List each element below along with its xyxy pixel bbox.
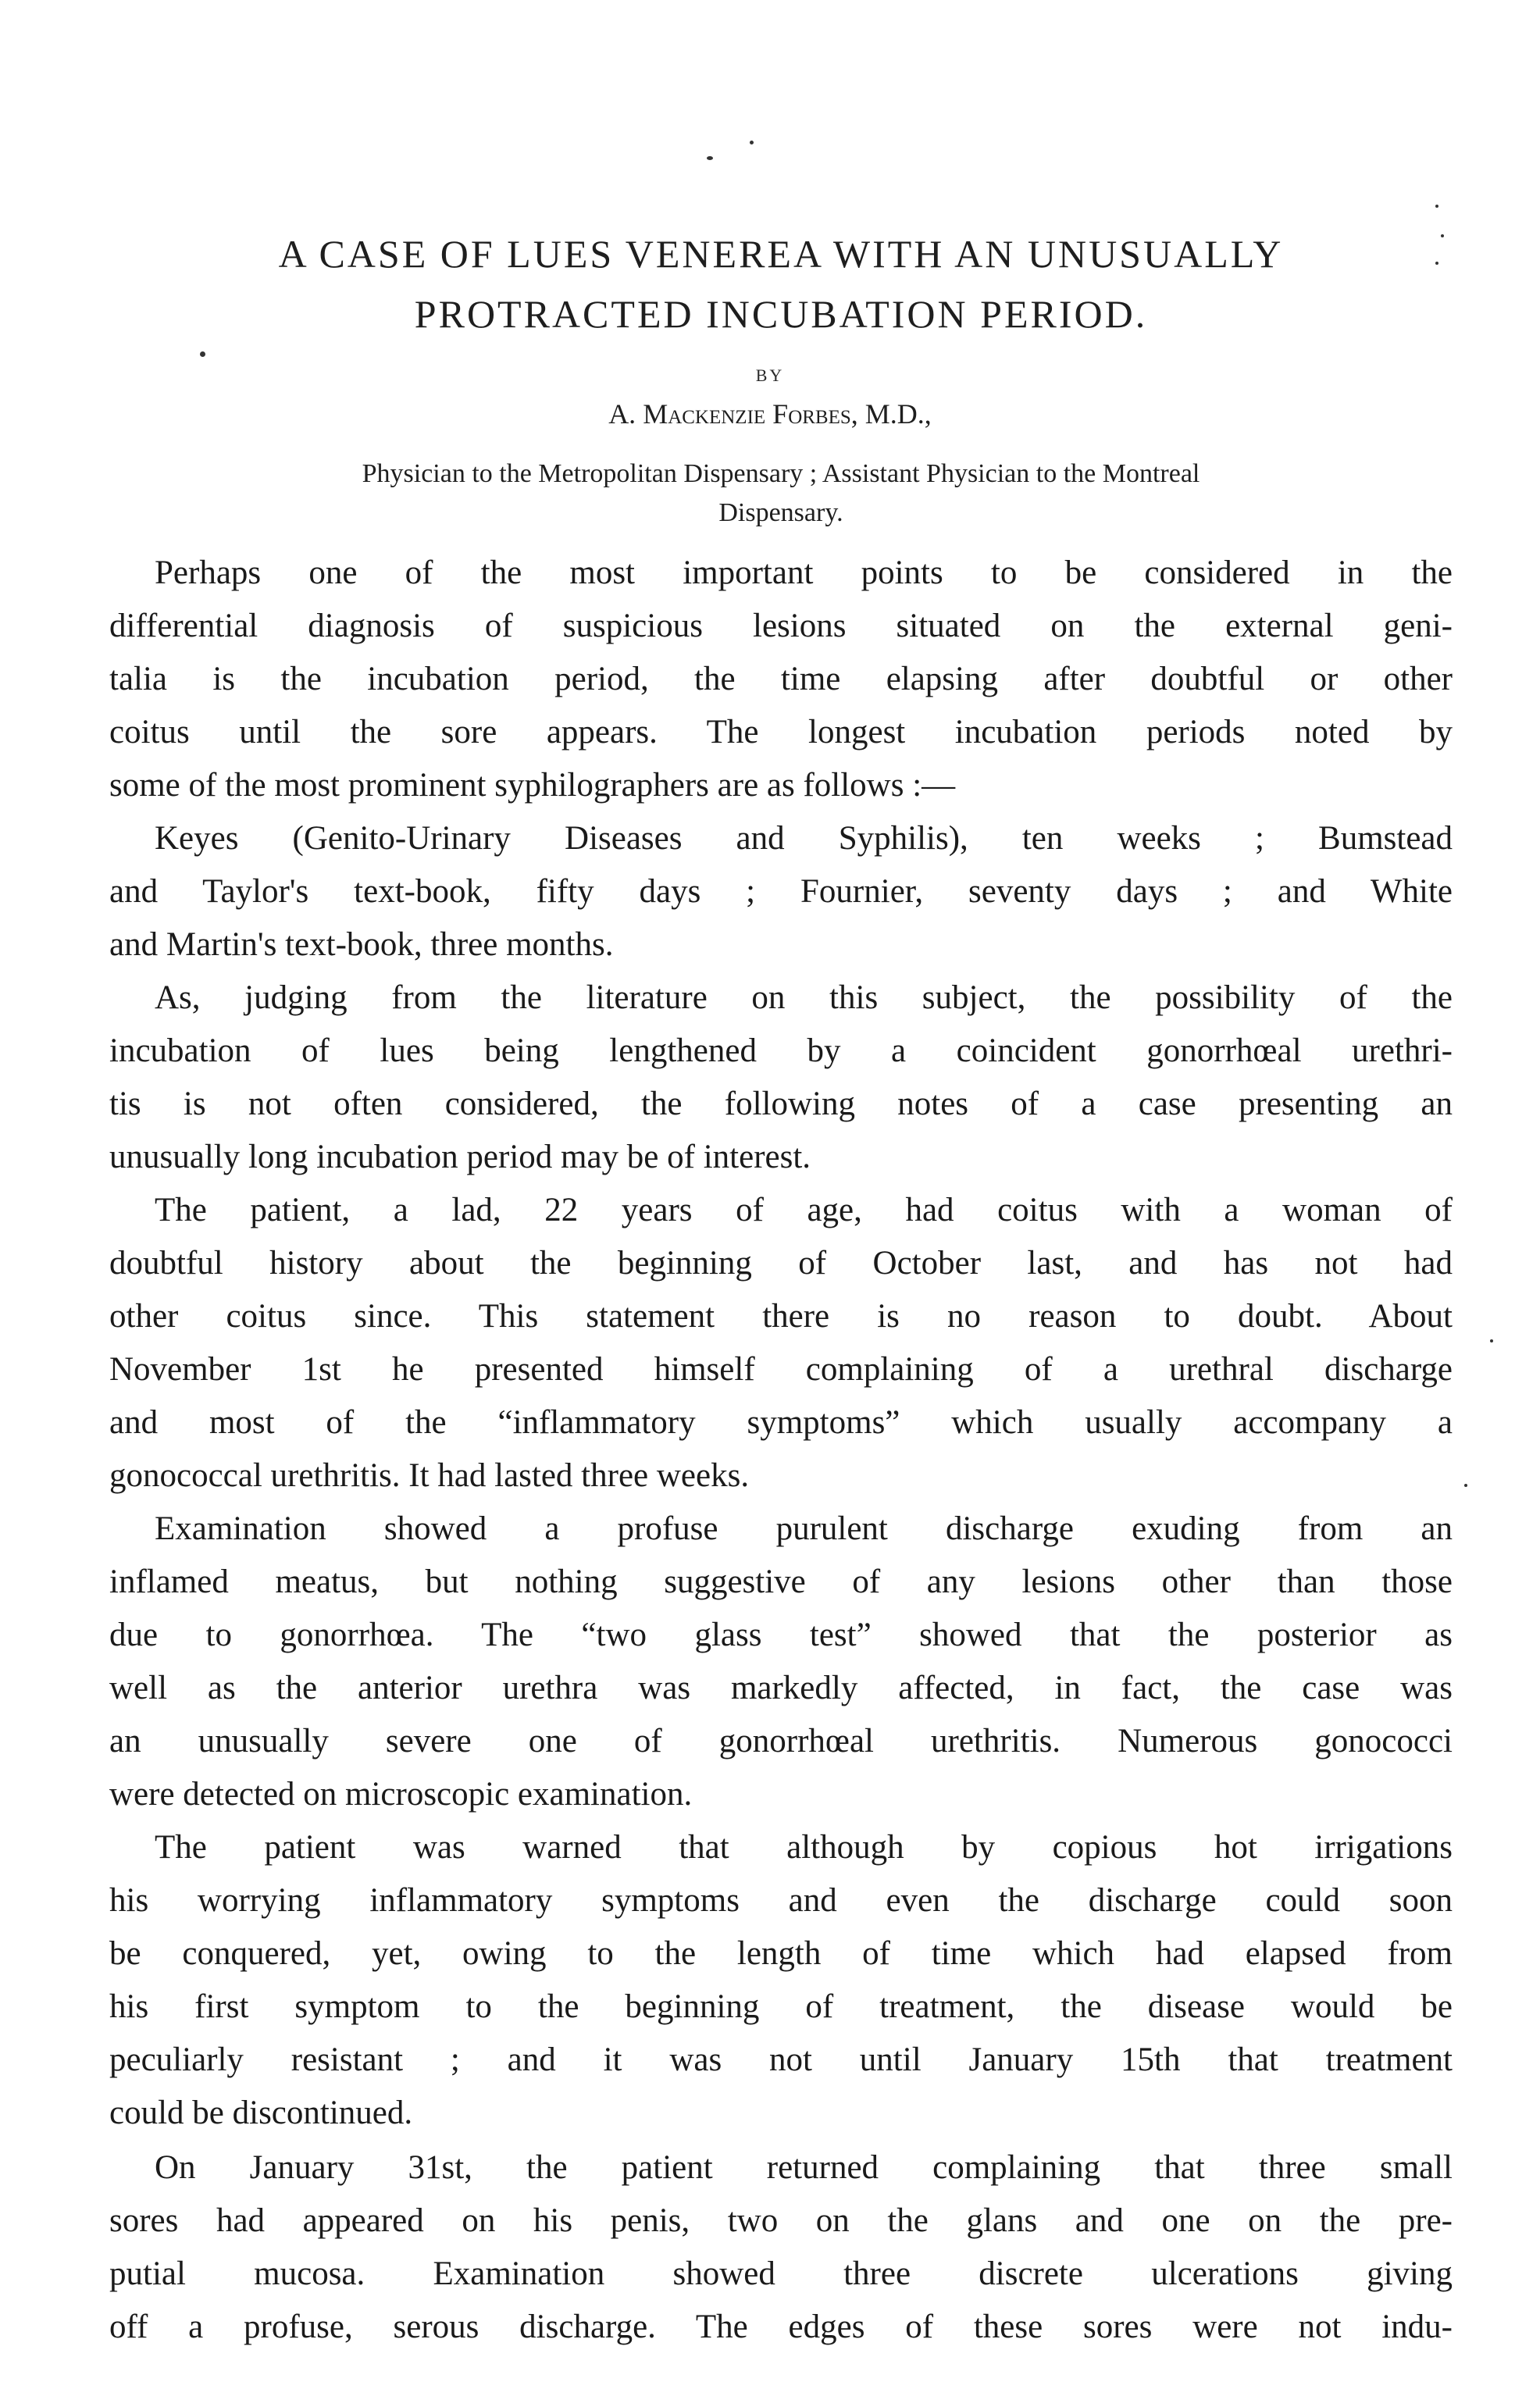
body-line: well as the anterior urethra was markedly affected, in fact, the case was xyxy=(109,1670,1453,1706)
body-line: tis is not often considered, the following notes of a case presenting an xyxy=(109,1086,1453,1122)
body-line: and most of the “inflammatory symptoms” which usually accompany a xyxy=(109,1404,1453,1441)
body-line: inflamed meatus, but nothing suggestive of any lesions other than those xyxy=(109,1563,1453,1600)
body-line: Perhaps one of the most important points to be considered in the xyxy=(155,554,1453,591)
author-initial: A. xyxy=(608,398,636,430)
author-affiliation-line-2: Dispensary. xyxy=(718,498,843,527)
body-line: On January 31st, the patient returned complaining that three small xyxy=(155,2149,1453,2186)
author-surname: Mackenzie Forbes xyxy=(643,398,851,430)
body-line: The patient was warned that although by copious hot irrigations xyxy=(155,1829,1453,1866)
body-line: peculiarly resistant ; and it was not until January 15th that treatment xyxy=(109,2041,1453,2078)
body-line: his first symptom to the beginning of treatment, the disease would be xyxy=(109,1988,1453,2025)
body-line: doubtful history about the beginning of October last, and has not had xyxy=(109,1245,1453,1282)
body-line: unusually long incubation period may be of interest. xyxy=(109,1139,811,1175)
body-line: could be discontinued. xyxy=(109,2095,413,2131)
scan-speck xyxy=(750,141,754,144)
article-title-line-1: A CASE OF LUES VENEREA WITH AN UNUSUALLY xyxy=(278,232,1284,276)
body-line: November 1st he presented himself complaining of a urethral discharge xyxy=(109,1351,1453,1388)
body-line: and Taylor's text-book, fifty days ; Fournier, seventy days ; and White xyxy=(109,873,1453,910)
author-name xyxy=(0,400,1540,428)
body-line: other coitus since. This statement there is no reason to doubt. About xyxy=(109,1298,1453,1335)
author-degree: , M.D., xyxy=(850,398,932,430)
body-line: As, judging from the literature on this subject, the possibility of the xyxy=(155,979,1453,1016)
body-line: coitus until the sore appears. The longest incubation periods noted by xyxy=(109,714,1453,751)
body-line: incubation of lues being lengthened by a coincident gonorrhœal urethri- xyxy=(109,1032,1453,1069)
scan-speck xyxy=(200,351,205,357)
body-line: putial mucosa. Examination showed three discrete ulcerations giving xyxy=(109,2255,1453,2292)
scan-speck xyxy=(1464,1484,1467,1487)
scan-speck xyxy=(707,156,713,160)
body-line: Keyes (Genito-Urinary Diseases and Syphilis), ten weeks ; Bumstead xyxy=(155,820,1453,857)
author-affiliation-line-1: Physician to the Metropolitan Dispensary ; Assistant Physician to the Montreal xyxy=(362,459,1200,488)
body-line: off a profuse, serous discharge. The edges of these sores were not indu- xyxy=(109,2309,1453,2345)
body-line: sores had appeared on his penis, two on the glans and one on the pre- xyxy=(109,2202,1453,2239)
scan-speck xyxy=(1435,205,1438,208)
body-line: be conquered, yet, owing to the length of time which had elapsed from xyxy=(109,1935,1453,1972)
scan-speck xyxy=(1490,1339,1493,1342)
body-line: and Martin's text-book, three months. xyxy=(109,926,614,963)
body-line: his worrying inflammatory symptoms and even the discharge could soon xyxy=(109,1882,1453,1919)
body-line: due to gonorrhœa. The “two glass test” showed that the posterior as xyxy=(109,1617,1453,1653)
body-line: Examination showed a profuse purulent discharge exuding from an xyxy=(155,1510,1453,1547)
body-line: were detected on microscopic examination. xyxy=(109,1776,693,1813)
body-line: gonococcal urethritis. It had lasted three weeks. xyxy=(109,1457,750,1494)
scan-speck xyxy=(1441,234,1444,237)
body-line: The patient, a lad, 22 years of age, had coitus with a woman of xyxy=(155,1192,1453,1228)
body-line: differential diagnosis of suspicious lesions situated on the external geni- xyxy=(109,608,1453,644)
body-line: talia is the incubation period, the time elapsing after doubtful or other xyxy=(109,661,1453,697)
article-title-line-2: PROTRACTED INCUBATION PERIOD. xyxy=(414,292,1148,336)
scan-speck xyxy=(1435,262,1438,265)
body-line: an unusually severe one of gonorrhœal urethritis. Numerous gonococci xyxy=(109,1723,1453,1760)
body-line: some of the most prominent syphilographers are as follows :— xyxy=(109,767,956,804)
byline: BY xyxy=(755,365,785,385)
